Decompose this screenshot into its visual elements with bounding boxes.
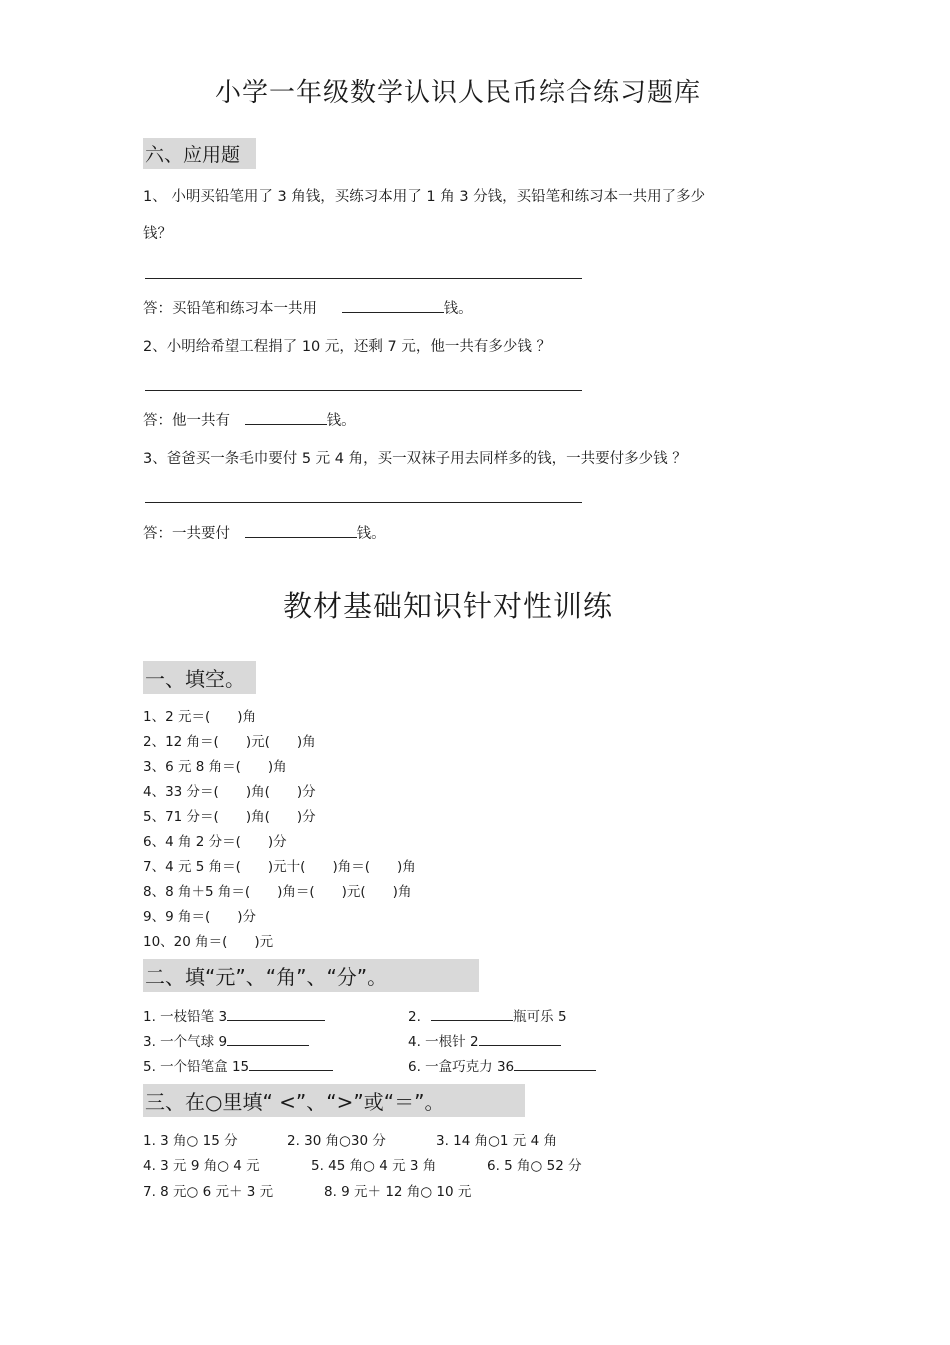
answer-2 xyxy=(143,409,356,430)
unit-item-2-number: 2. xyxy=(408,1009,426,1025)
unit-item-2-blank[interactable] xyxy=(431,1006,513,1021)
fill-blank-item[interactable]: 8、8 角＋5 角＝( )角＝( )元( )角 xyxy=(143,884,412,900)
work-line-3[interactable] xyxy=(145,502,582,503)
unit-item-1-blank[interactable] xyxy=(227,1006,325,1021)
answer-2-blank[interactable] xyxy=(245,410,327,425)
unit-item-3-text: 3. 一个气球 9 xyxy=(143,1034,228,1050)
fill-blank-item[interactable]: 1、2 元＝( )角 xyxy=(143,709,257,725)
compare-4: 4. 3 元 9 角○ 4 元 xyxy=(143,1158,260,1174)
fill-blank-item[interactable]: 9、9 角＝( )分 xyxy=(143,909,257,925)
fill-blank-item[interactable]: 2、12 角＝( )元( )角 xyxy=(143,734,316,750)
fill-blank-item[interactable]: 3、6 元 8 角＝( )角 xyxy=(143,759,287,775)
question-1-line-1: 1、 小明买铅笔用了 3 角钱，买练习本用了 1 角 3 分钱，买铅笔和练习本一共用了多少 xyxy=(143,189,706,205)
compare-5: 5. 45 角○ 4 元 3 角 xyxy=(311,1158,437,1174)
unit-item-6 xyxy=(408,1055,596,1075)
unit-item-3-blank[interactable] xyxy=(227,1031,309,1046)
unit-item-4-blank[interactable] xyxy=(479,1031,561,1046)
unit-item-3 xyxy=(143,1030,309,1050)
unit-item-5 xyxy=(143,1055,333,1075)
section-heading-application: 六、应用题 xyxy=(143,138,256,169)
fill-blank-item[interactable]: 4、33 分＝( )角( )分 xyxy=(143,784,316,800)
answer-2-prefix: 答：他一共有 xyxy=(143,413,230,429)
unit-item-4 xyxy=(408,1030,561,1050)
answer-1 xyxy=(143,297,473,318)
unit-item-1-text: 1. 一枝铅笔 3 xyxy=(143,1009,228,1025)
compare-7: 7. 8 元○ 6 元＋ 3 元 xyxy=(143,1184,274,1200)
fill-blank-item[interactable]: 5、71 分＝( )角( )分 xyxy=(143,809,316,825)
document-title: 小学一年级数学认识人民币综合练习题库 xyxy=(215,78,702,108)
section-heading-compare: 三、在○里填“ <”、“>”或“＝”。 xyxy=(143,1084,525,1117)
answer-3-prefix: 答：一共要付 xyxy=(143,526,230,542)
answer-2-suffix: 钱。 xyxy=(326,413,356,429)
answer-3 xyxy=(143,522,386,543)
question-1-line-2: 钱？ xyxy=(143,226,172,242)
fill-blank-item[interactable]: 10、20 角＝( )元 xyxy=(143,934,274,950)
training-title: 教材基础知识针对性训练 xyxy=(283,589,614,623)
section-heading-units: 二、填“元”、“角”、“分”。 xyxy=(143,959,479,992)
question-2: 2、小明给希望工程捐了 10 元，还剩 7 元，他一共有多少钱 ？ xyxy=(143,339,551,355)
unit-item-6-blank[interactable] xyxy=(514,1056,596,1071)
unit-item-5-text: 5. 一个铅笔盒 15 xyxy=(143,1059,250,1075)
unit-item-4-text: 4. 一根针 2 xyxy=(408,1034,479,1050)
section-heading-fill-blank: 一、填空。 xyxy=(143,661,256,694)
unit-item-2-text: 瓶可乐 5 xyxy=(513,1009,567,1025)
unit-item-2 xyxy=(408,1005,567,1025)
compare-2: 2. 30 角○30 分 xyxy=(287,1133,386,1149)
unit-item-6-text: 6. 一盒巧克力 36 xyxy=(408,1059,515,1075)
answer-1-blank[interactable] xyxy=(342,298,444,313)
unit-item-5-blank[interactable] xyxy=(249,1056,333,1071)
work-line-2[interactable] xyxy=(145,390,582,391)
answer-3-suffix: 钱。 xyxy=(356,526,386,542)
answer-3-blank[interactable] xyxy=(245,523,357,538)
answer-1-prefix: 答：买铅笔和练习本一共用 xyxy=(143,301,317,317)
fill-blank-item[interactable]: 6、4 角 2 分＝( )分 xyxy=(143,834,287,850)
compare-1: 1. 3 角○ 15 分 xyxy=(143,1133,238,1149)
compare-3: 3. 14 角○1 元 4 角 xyxy=(436,1133,557,1149)
unit-item-1 xyxy=(143,1005,325,1025)
work-line-1[interactable] xyxy=(145,278,582,279)
compare-8: 8. 9 元＋ 12 角○ 10 元 xyxy=(324,1184,472,1200)
answer-1-suffix: 钱。 xyxy=(443,301,473,317)
question-3: 3、爸爸买一条毛巾要付 5 元 4 角，买一双袜子用去同样多的钱，一共要付多少钱 ？ xyxy=(143,451,687,467)
fill-blank-item[interactable]: 7、4 元 5 角＝( )元十( )角＝( )角 xyxy=(143,859,416,875)
compare-6: 6. 5 角○ 52 分 xyxy=(487,1158,582,1174)
